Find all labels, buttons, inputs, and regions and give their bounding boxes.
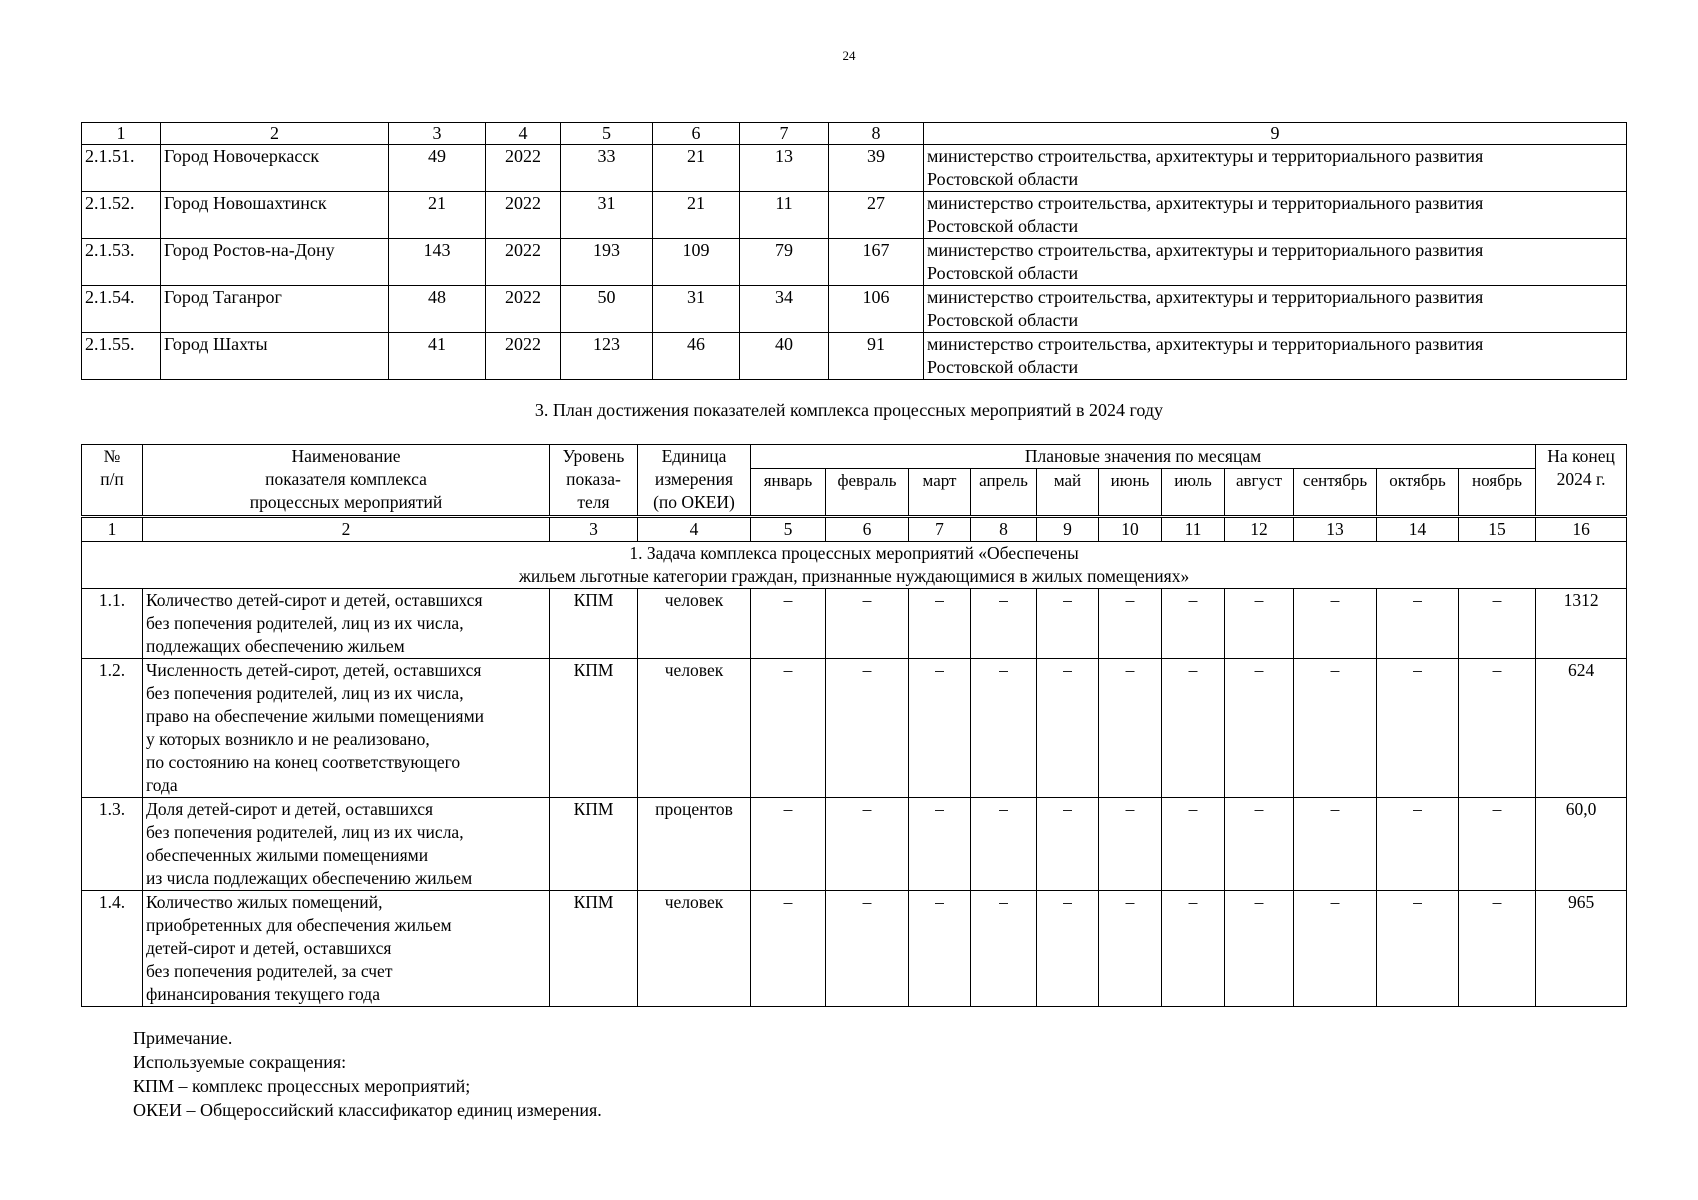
- table1-col-number: 6: [653, 123, 740, 145]
- value-cell: 48: [389, 286, 486, 333]
- month-header: ноябрь: [1459, 469, 1536, 517]
- indicator-row: [82, 659, 1627, 798]
- value-cell: 21: [653, 145, 740, 192]
- column-number: 14: [1377, 517, 1459, 542]
- page-number: 24: [842, 48, 856, 63]
- table1-col-number: 1: [82, 123, 161, 145]
- column-number: 5: [751, 517, 826, 542]
- table1-col-number: 4: [486, 123, 561, 145]
- monthly-value: –: [826, 891, 909, 1007]
- end-of-year-value: 965: [1536, 891, 1627, 1007]
- indicator-number: 1.2.: [82, 659, 143, 798]
- monthly-value: –: [1294, 798, 1377, 891]
- value-cell: 2022: [486, 192, 561, 239]
- indicator-name: Количество детей-сирот и детей, оставшихся без попечения родителей, лиц из их числа, подлежащих обеспечению жильем: [143, 589, 550, 659]
- month-header: январь: [751, 469, 826, 517]
- notes: [133, 1026, 602, 1122]
- header-name: Наименование показателя комплекса процессных мероприятий: [143, 445, 550, 517]
- monthly-value: –: [1099, 589, 1162, 659]
- monthly-value: –: [1377, 589, 1459, 659]
- monthly-value: –: [971, 891, 1037, 1007]
- indicator-unit: человек: [638, 589, 751, 659]
- monthly-value: –: [1459, 589, 1536, 659]
- column-number: 4: [638, 517, 751, 542]
- month-header: июль: [1162, 469, 1225, 517]
- value-cell: 31: [653, 286, 740, 333]
- monthly-value: –: [1162, 589, 1225, 659]
- header-unit: Единица измерения (по ОКЕИ): [638, 445, 751, 517]
- municipality-name: Город Новошахтинск: [161, 192, 389, 239]
- monthly-value: –: [1162, 659, 1225, 798]
- indicator-level: КПМ: [550, 891, 638, 1007]
- monthly-value: –: [1225, 659, 1294, 798]
- column-number: 9: [1037, 517, 1099, 542]
- monthly-value: –: [1294, 659, 1377, 798]
- task-title: 1. Задача комплекса процессных мероприятий «Обеспечены жильем льготные категории граждан, признанные нуждающимися в жилых помещениях»: [82, 542, 1627, 589]
- column-number: 13: [1294, 517, 1377, 542]
- monthly-value: –: [826, 589, 909, 659]
- value-cell: 41: [389, 333, 486, 380]
- end-of-year-value: 1312: [1536, 589, 1627, 659]
- monthly-value: –: [1099, 891, 1162, 1007]
- header-num: № п/п: [82, 445, 143, 517]
- responsible-body: министерство строительства, архитектуры и территориального развития Ростовской области: [924, 239, 1627, 286]
- monthly-value: –: [909, 891, 971, 1007]
- end-of-year-value: 60,0: [1536, 798, 1627, 891]
- table-row: [82, 145, 1627, 192]
- indicator-level: КПМ: [550, 589, 638, 659]
- table1-col-number: 3: [389, 123, 486, 145]
- month-header: август: [1225, 469, 1294, 517]
- value-cell: 21: [653, 192, 740, 239]
- monthly-value: –: [1294, 589, 1377, 659]
- monthly-value: –: [909, 798, 971, 891]
- table-row: [82, 192, 1627, 239]
- monthly-value: –: [1225, 891, 1294, 1007]
- notes-okei: ОКЕИ – Общероссийский классификатор единиц измерения.: [133, 1100, 602, 1120]
- column-number: 1: [82, 517, 143, 542]
- indicator-name: Доля детей-сирот и детей, оставшихся без попечения родителей, лиц из их числа, обеспеченных жилыми помещениями из числа подлежащих обеспечению жильем: [143, 798, 550, 891]
- value-cell: 21: [389, 192, 486, 239]
- table1-col-number: 8: [829, 123, 924, 145]
- value-cell: 109: [653, 239, 740, 286]
- indicator-number: 1.4.: [82, 891, 143, 1007]
- column-numbers-row: [82, 517, 1627, 542]
- table-row: [82, 333, 1627, 380]
- monthly-value: –: [1099, 798, 1162, 891]
- monthly-value: –: [751, 891, 826, 1007]
- indicator-row: [82, 589, 1627, 659]
- table1-col-number: 5: [561, 123, 653, 145]
- monthly-value: –: [971, 798, 1037, 891]
- row-number: 2.1.55.: [82, 333, 161, 380]
- responsible-body: министерство строительства, архитектуры и территориального развития Ростовской области: [924, 333, 1627, 380]
- column-number: 16: [1536, 517, 1627, 542]
- end-of-year-value: 624: [1536, 659, 1627, 798]
- monthly-value: –: [1294, 891, 1377, 1007]
- value-cell: 123: [561, 333, 653, 380]
- column-number: 12: [1225, 517, 1294, 542]
- month-header: март: [909, 469, 971, 517]
- monthly-value: –: [1037, 891, 1099, 1007]
- month-header: сентябрь: [1294, 469, 1377, 517]
- table1-col-number: 2: [161, 123, 389, 145]
- indicator-level: КПМ: [550, 798, 638, 891]
- monthly-value: –: [1037, 659, 1099, 798]
- monthly-value: –: [1162, 891, 1225, 1007]
- value-cell: 2022: [486, 239, 561, 286]
- table-row: [82, 239, 1627, 286]
- month-header: октябрь: [1377, 469, 1459, 517]
- column-number: 6: [826, 517, 909, 542]
- monthly-value: –: [826, 659, 909, 798]
- column-number: 8: [971, 517, 1037, 542]
- value-cell: 11: [740, 192, 829, 239]
- header-monthly: Плановые значения по месяцам: [751, 445, 1536, 469]
- monthly-value: –: [1459, 659, 1536, 798]
- column-number: 11: [1162, 517, 1225, 542]
- monthly-value: –: [909, 659, 971, 798]
- monthly-value: –: [1377, 798, 1459, 891]
- value-cell: 50: [561, 286, 653, 333]
- row-number: 2.1.51.: [82, 145, 161, 192]
- notes-kpm: КПМ – комплекс процессных мероприятий;: [133, 1076, 471, 1096]
- month-header: июнь: [1099, 469, 1162, 517]
- value-cell: 34: [740, 286, 829, 333]
- indicator-unit: процентов: [638, 798, 751, 891]
- monthly-value: –: [751, 589, 826, 659]
- monthly-value: –: [1037, 589, 1099, 659]
- value-cell: 40: [740, 333, 829, 380]
- indicator-number: 1.1.: [82, 589, 143, 659]
- value-cell: 106: [829, 286, 924, 333]
- value-cell: 79: [740, 239, 829, 286]
- monthly-value: –: [971, 659, 1037, 798]
- value-cell: 91: [829, 333, 924, 380]
- monthly-value: –: [1162, 798, 1225, 891]
- row-number: 2.1.53.: [82, 239, 161, 286]
- value-cell: 39: [829, 145, 924, 192]
- value-cell: 143: [389, 239, 486, 286]
- value-cell: 167: [829, 239, 924, 286]
- value-cell: 13: [740, 145, 829, 192]
- value-cell: 2022: [486, 145, 561, 192]
- value-cell: 2022: [486, 333, 561, 380]
- column-number: 7: [909, 517, 971, 542]
- table1-col-number: 7: [740, 123, 829, 145]
- notes-abbr-title: Используемые сокращения:: [133, 1052, 347, 1072]
- municipality-name: Город Ростов-на-Дону: [161, 239, 389, 286]
- column-number: 3: [550, 517, 638, 542]
- month-header: апрель: [971, 469, 1037, 517]
- month-header: февраль: [826, 469, 909, 517]
- monthly-value: –: [826, 798, 909, 891]
- monthly-value: –: [1037, 798, 1099, 891]
- indicator-row: [82, 891, 1627, 1007]
- month-header: май: [1037, 469, 1099, 517]
- value-cell: 27: [829, 192, 924, 239]
- monthly-value: –: [909, 589, 971, 659]
- monthly-value: –: [1459, 891, 1536, 1007]
- section-title: 3. План достижения показателей комплекса процессных мероприятий в 2024 году: [534, 400, 1164, 420]
- municipality-name: Город Шахты: [161, 333, 389, 380]
- monthly-value: –: [751, 659, 826, 798]
- column-number: 15: [1459, 517, 1536, 542]
- value-cell: 31: [561, 192, 653, 239]
- table1-header-row: [82, 123, 1627, 145]
- monthly-value: –: [1099, 659, 1162, 798]
- column-number: 10: [1099, 517, 1162, 542]
- row-number: 2.1.52.: [82, 192, 161, 239]
- table-indicators-plan: [81, 444, 1627, 1007]
- monthly-value: –: [1225, 798, 1294, 891]
- indicator-name: Численность детей-сирот, детей, оставшихся без попечения родителей, лиц из их числа, право на обеспечение жилыми помещениями у которых возникло и не реализовано, по состоянию на конец соответствующего года: [143, 659, 550, 798]
- table-row: [82, 286, 1627, 333]
- value-cell: 2022: [486, 286, 561, 333]
- table-municipalities: [81, 122, 1627, 380]
- value-cell: 193: [561, 239, 653, 286]
- indicator-row: [82, 798, 1627, 891]
- municipality-name: Город Таганрог: [161, 286, 389, 333]
- table1-col-number: 9: [924, 123, 1627, 145]
- indicator-level: КПМ: [550, 659, 638, 798]
- monthly-value: –: [751, 798, 826, 891]
- header-level: Уровень показа- теля: [550, 445, 638, 517]
- value-cell: 46: [653, 333, 740, 380]
- monthly-value: –: [1225, 589, 1294, 659]
- header-end: На конец 2024 г.: [1536, 445, 1627, 517]
- monthly-value: –: [1377, 891, 1459, 1007]
- indicator-number: 1.3.: [82, 798, 143, 891]
- responsible-body: министерство строительства, архитектуры и территориального развития Ростовской области: [924, 286, 1627, 333]
- municipality-name: Город Новочеркасск: [161, 145, 389, 192]
- value-cell: 33: [561, 145, 653, 192]
- monthly-value: –: [971, 589, 1037, 659]
- indicator-unit: человек: [638, 659, 751, 798]
- indicator-name: Количество жилых помещений, приобретенных для обеспечения жильем детей-сирот и детей, оставшихся без попечения родителей, за счет финансирования текущего года: [143, 891, 550, 1007]
- indicator-unit: человек: [638, 891, 751, 1007]
- responsible-body: министерство строительства, архитектуры и территориального развития Ростовской области: [924, 145, 1627, 192]
- monthly-value: –: [1459, 798, 1536, 891]
- value-cell: 49: [389, 145, 486, 192]
- row-number: 2.1.54.: [82, 286, 161, 333]
- notes-title: Примечание.: [133, 1028, 233, 1048]
- responsible-body: министерство строительства, архитектуры и территориального развития Ростовской области: [924, 192, 1627, 239]
- column-number: 2: [143, 517, 550, 542]
- monthly-value: –: [1377, 659, 1459, 798]
